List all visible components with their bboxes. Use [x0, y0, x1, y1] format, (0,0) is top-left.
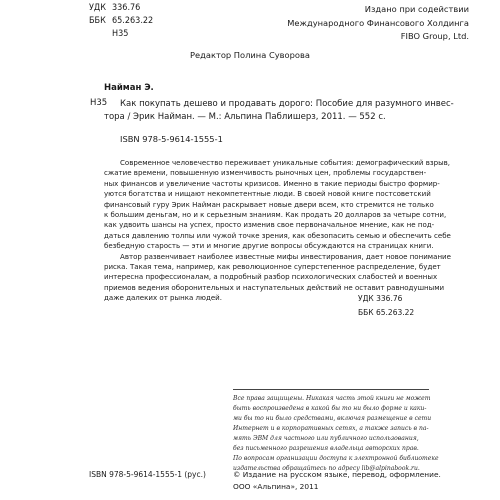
publisher-note-line: Издано при содействии — [364, 4, 469, 14]
annotation-line: ных финансов и увеличение частоты кризисов. Именно в такие периоды быстро формир- — [104, 178, 440, 188]
rights-notice — [233, 394, 439, 474]
udk-label: УДК — [89, 3, 107, 13]
catalog-isbn: ISBN 978-5-9614-1555-1 — [120, 134, 223, 144]
editor-credit: Редактор Полина Суворова — [190, 50, 310, 60]
rights-line: ми бы то ни было средствами, включая размещение в сети — [233, 414, 432, 422]
rights-line: быть воспроизведена в какой бы то ни было форме и каки- — [233, 404, 427, 412]
annotation — [104, 158, 451, 304]
annotation-line: уются богатства и нищают некомпетентные люди. В своей новой книге постсоветский — [104, 189, 431, 199]
isbn-bottom: ISBN 978-5-9614-1555-1 (рус.) — [89, 470, 206, 479]
annotation-line: приемов ведения оборонительных и наступательных действий не оставит равнодушными — [104, 282, 445, 292]
bbk-code-top — [89, 16, 153, 26]
bibliographic-description — [104, 98, 454, 124]
udk-value: 336.76 — [112, 3, 141, 13]
udk-code-top — [89, 3, 140, 13]
bib-line: Как покупать дешево и продавать дорого: Пособие для разумного инвес- — [120, 99, 454, 109]
rights-line: Интернет и в корпоративных сетях, а также запись в па- — [233, 424, 429, 432]
publisher-note-line: FIBO Group, Ltd. — [400, 31, 469, 41]
annotation-line: интересна профессионалам, а подробный разбор психологических слабостей и военных — [104, 272, 438, 282]
annotation-line: безбедную старость — эти и многие другие вопросы обсуждаются на страницах книги. — [104, 241, 434, 251]
annotation-line: сжатие времени, повышенную изменчивость рыночных цен, проблемы государствен- — [104, 168, 427, 178]
annotation-line: даться давлению толпы или чужой точке зрения, как обезопасить семью и обеспечить себе — [104, 230, 451, 240]
copyright-notice — [233, 469, 441, 492]
rights-line: мять ЭВМ для частного или публичного использования, — [233, 434, 419, 442]
publisher-note — [287, 3, 469, 44]
copyright-line: ООО «Альпина», 2011 — [233, 481, 319, 491]
annotation-line: Автор развенчивает наиболее известные мифы инвестирования, дает новое понимание — [120, 251, 451, 261]
udk-code-bottom: УДК 336.76 — [358, 294, 403, 303]
annotation-line: финансовый гуру Эрик Найман раскрывает новые двери всем, кто стремится не только — [104, 199, 434, 209]
catalog-author: Найман Э. — [104, 83, 154, 93]
author-mark-value: Н35 — [112, 29, 129, 39]
bbk-code-bottom: ББК 65.263.22 — [358, 308, 415, 317]
publisher-note-line: Международного Финансового Холдинга — [287, 17, 469, 28]
rights-line: По вопросам организации доступа к электронной библиотеке — [233, 454, 439, 462]
author-mark-top — [89, 29, 128, 39]
annotation-line: к большим деньгам, но и к серьезным знаниям. Как продать 20 долларов за четыре сотни, — [104, 210, 447, 220]
bib-line: тора / Эрик Найман. — М.: Альпина Паблишерз, 2011. — 552 с. — [104, 112, 386, 122]
annotation-line: как удвоить шансы на успех, просто изменив свое первоначальное мнение, как не под- — [104, 220, 435, 230]
annotation-line: даже далеких от рынка людей. — [104, 293, 222, 303]
rights-divider — [233, 389, 429, 390]
rights-line: издательства обращайтесь по адресу lib@alpinabook.ru. — [233, 464, 420, 472]
copyright-line: © Издание на русском языке, перевод, оформление. — [233, 470, 441, 479]
annotation-line: риска. Такая тема, например, как революционное суперстепенное распределение, будет — [104, 262, 441, 272]
rights-line: Все права защищены. Никакая часть этой книги не может — [233, 395, 431, 402]
bbk-label: ББК — [89, 16, 106, 26]
catalog-index: Н35 — [90, 98, 108, 108]
annotation-line: Современное человечество переживает уникальные события: демографический взрыв, — [120, 158, 451, 167]
bbk-value: 65.263.22 — [112, 16, 154, 26]
rights-line: без письменного разрешения владельца авторских прав. — [233, 444, 419, 452]
